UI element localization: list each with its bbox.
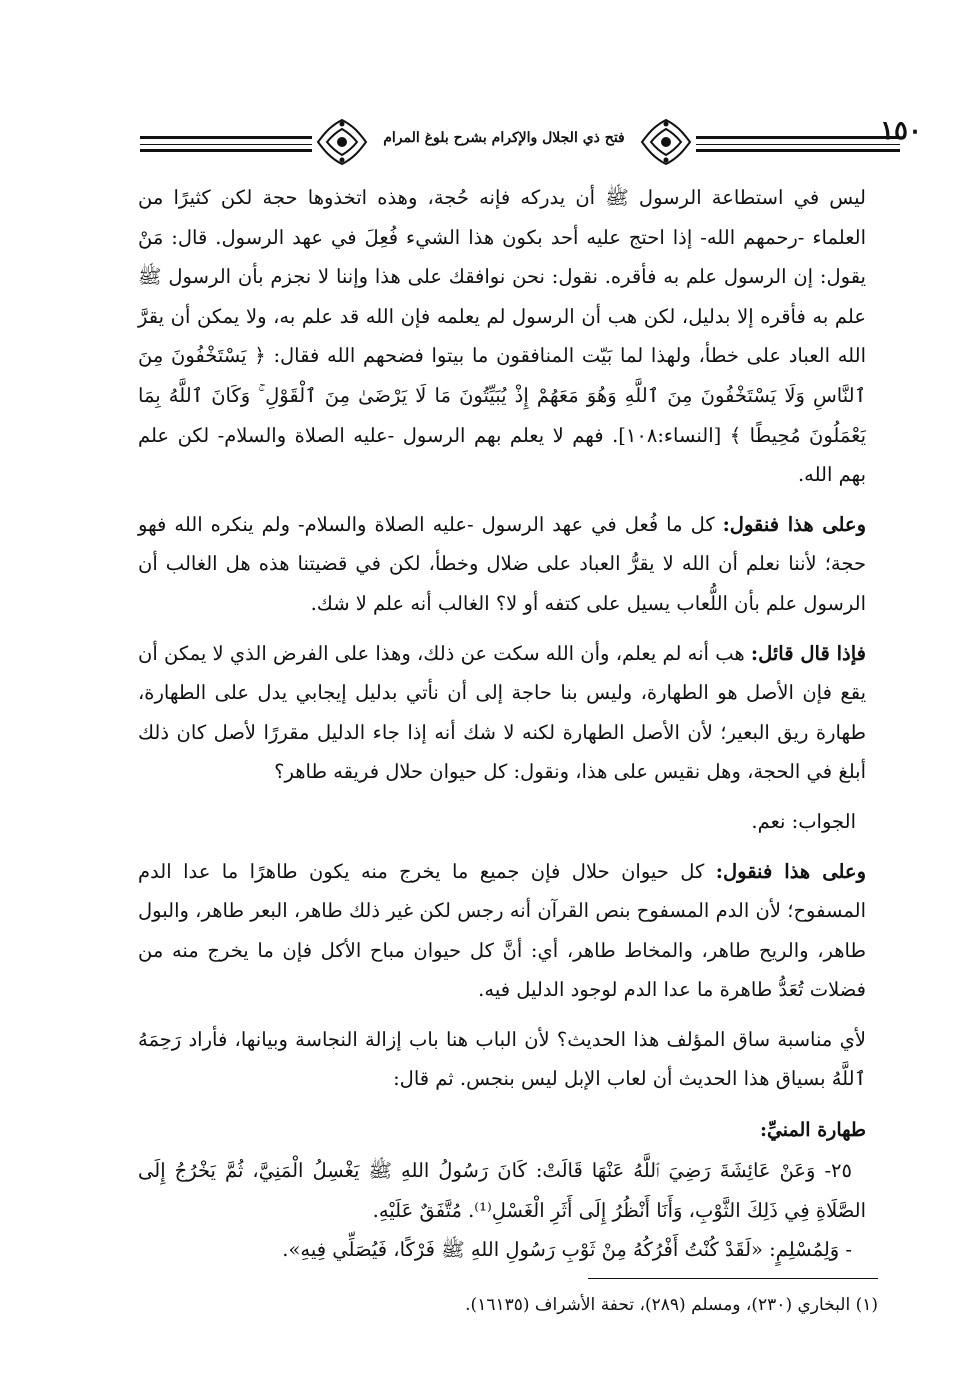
header-rule — [140, 149, 312, 152]
footnote: (١) البخاري (٢٣٠)، ومسلم (٢٨٩)، تحفة الأشراف (١٦١٣٥). — [465, 1295, 878, 1315]
hadith-narration: - وَلِمُسْلِمٍ: «لَقَدْ كُنْتُ أَفْرُكُهُ مِنْ ثَوْبِ رَسُولِ اللهِ ﷺ فَرْكًا، فَيُصَلِّي فِيهِ». — [282, 1238, 852, 1262]
ornament-icon — [314, 116, 370, 168]
paragraph-text: كل ما فُعل في عهد الرسول -عليه الصلاة والسلام- ولم ينكره الله فهو حجة؛ لأننا نعلم أن الله لا يقرُّ العباد على ضلال وخطأ، لكن في قضيتنا هذه هل الغالب أن الرسول علم بأن اللُّعاب يسيل على كتفه أو لا؟ الغالب أنه علم لا شك. — [138, 512, 866, 615]
header-rule — [140, 136, 312, 139]
paragraph — [138, 505, 866, 624]
section-heading: طهارة المنيِّ: — [759, 1119, 866, 1142]
hadith-text: ٢٥- وَعَنْ عَائِشَةَ رَضِيَ ٱللَّهُ عَنْهَا قَالَتْ: كَانَ رَسُولُ اللهِ ﷺ يَغْسِلُ الْمَنِيَّ، ثُمَّ يَخْرُجُ إِلَى الصَّلَاةِ فِي ذَلِكَ الثَّوْبِ، وَأَنَا أَنْظُرُ إِلَى أَثَرِ الْغَسْلِ⁽¹⁾. مُتَّفَقٌ عَلَيْهِ. — [138, 1159, 866, 1222]
header-rule — [140, 144, 312, 145]
paragraph-lead: وعلى هذا فنقول: — [722, 512, 866, 536]
paragraph-text: هب أنه لم يعلم، وأن الله سكت عن ذلك، وهذا على الفرض الذي لا يمكن أن يقع فإن الأصل هو الطهارة، وليس بنا حاجة إلى أن نأتي بدليل إيجابي يدل على الطهارة، طهارة ريق البعير؛ لأن الأصل الطهارة لكنه لا شك أنه إذا جاء الدليل مقررًا لأصل كان ذلك أبلغ في الحجة، وهل نقيس على هذا، ونقول: كل حيوان حلال فريقه طاهر؟ — [138, 641, 866, 784]
page-header — [140, 116, 900, 172]
paragraph-lead: وعلى هذا فنقول: — [715, 859, 866, 883]
page-body — [138, 178, 866, 1280]
header-rule — [696, 149, 900, 152]
footnote-rule — [588, 1278, 878, 1279]
page-number: ١٥٠ — [880, 116, 922, 146]
paragraph — [138, 634, 866, 792]
answer-line: الجواب: نعم. — [751, 809, 856, 833]
paragraph-text: كل حيوان حلال فإن جميع ما يخرج منه يكون طاهرًا ما عدا الدم المسفوح؛ لأن الدم المسفوح بنص القرآن أنه رجس لكن غير ذلك طاهر، البعر طاهر، والبول طاهر، والريح طاهر، والمخاط طاهر، أي: أنَّ كل حيوان مباح الأكل فإن ما يخرج منه من فضلات تُعَدُّ طاهرة ما عدا الدم لوجود الدليل فيه. — [138, 859, 866, 1002]
paragraph: ليس في استطاعة الرسول ﷺ أن يدركه فإنه حُجة، وهذه اتخذوها حجة لكن كثيرًا من العلماء -رحمهم الله- إذا احتج عليه أحد بكون هذا الشيء فُعِلَ في عهد الرسول. قال: مَنْ يقول: إن الرسول علم به فأقره. نقول: نحن نوافقك على هذا وإننا لا نجزم بأن الرسول ﷺ علم به فأقره إلا بدليل، لكن هب أن الرسول لم يعلمه فإن الله قد علم به، ولا يمكن أن يقرَّ الله العباد على خطأ، ولهذا لما بَيّت المنافقون ما بيتوا فضحهم الله فقال: ﴿ يَسْتَخْفُونَ مِنَ ٱلنَّاسِ وَلَا يَسْتَخْفُونَ مِنَ ٱللَّهِ وَهُوَ مَعَهُمْ إِذْ يُبَيِّتُونَ مَا لَا يَرْضَىٰ مِنَ ٱلْقَوْلِ ۚ وَكَانَ ٱللَّهُ بِمَا يَعْمَلُونَ مُحِيطًا ﴾ [النساء:١٠٨]. فهم لا يعلم بهم الرسول -عليه الصلاة والسلام- لكن علم بهم الله. — [138, 186, 866, 487]
paragraph: لأي مناسبة ساق المؤلف هذا الحديث؟ لأن الباب هنا باب إزالة النجاسة وبيانها، فأراد رَحِمَهُ ٱللَّهُ بسياق هذا الحديث أن لعاب الإبل ليس بنجس. ثم قال: — [138, 1027, 866, 1091]
book-title: فتح ذي الجلال والإكرام بشرح بلوغ المرام — [383, 130, 625, 146]
ornament-icon — [638, 116, 694, 168]
paragraph — [138, 852, 866, 1010]
paragraph-lead: فإذا قال قائل: — [750, 641, 867, 665]
